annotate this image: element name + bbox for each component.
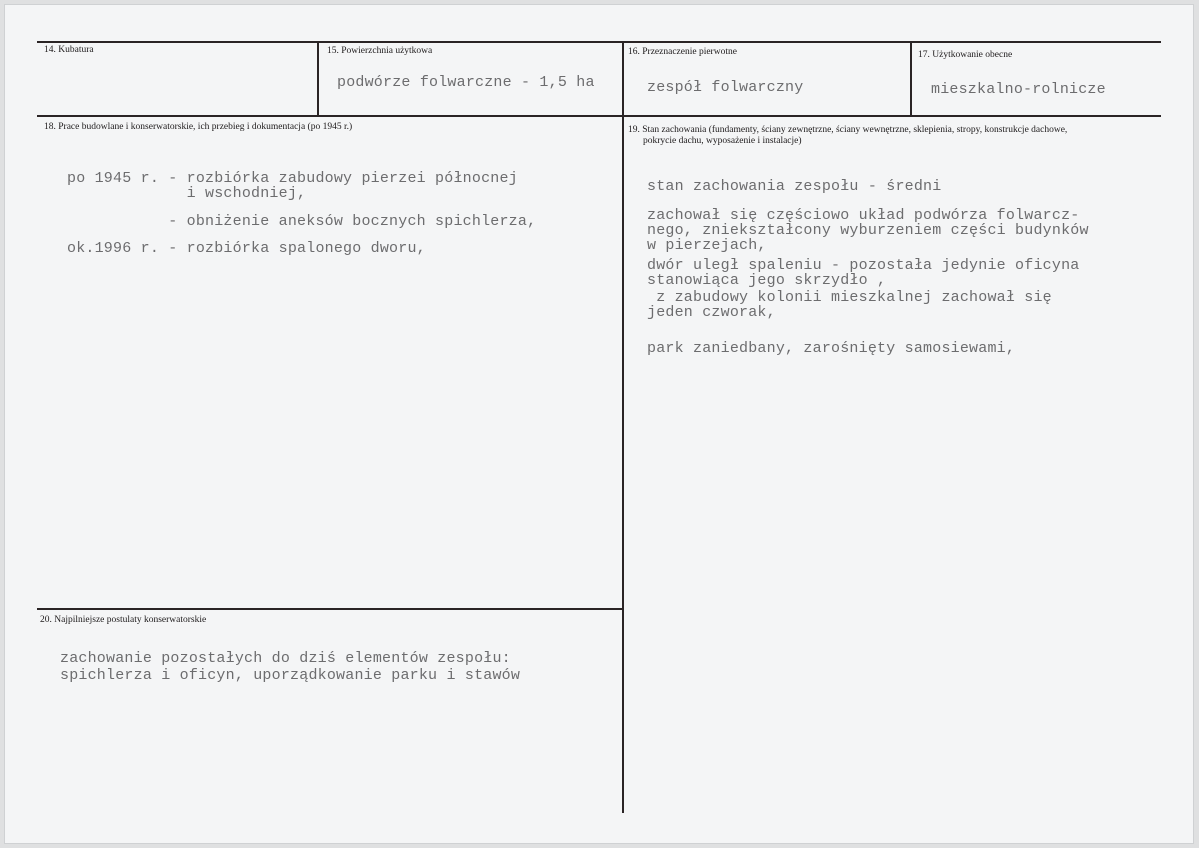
field-19-line: nego, zniekształcony wyburzeniem części budynków	[647, 222, 1089, 239]
field-19-line: dwór uległ spaleniu - pozostała jedynie oficyna	[647, 257, 1080, 274]
field-20-line: spichlerza i oficyn, uporządkowanie parku i stawów	[60, 667, 521, 684]
field-16-value: zespół folwarczny	[647, 79, 804, 96]
field-19-line: jeden czworak,	[647, 304, 776, 321]
field-19-line: z zabudowy kolonii mieszkalnej zachował się	[647, 289, 1052, 306]
field-18-line: i wschodniej,	[67, 185, 307, 202]
field-18-label: 18. Prace budowlane i konserwatorskie, ich przebieg i dokumentacja (po 1945 r.)	[44, 122, 353, 132]
field-16-label: 16. Przeznaczenie pierwotne	[628, 47, 737, 57]
top-rule	[37, 41, 1161, 43]
row1-bottom-rule	[37, 115, 1161, 117]
field-18-line: - obniżenie aneksów bocznych spichlerza,	[67, 213, 537, 230]
field-15-value: podwórze folwarczne - 1,5 ha	[337, 74, 595, 91]
col-divider-15	[317, 41, 319, 116]
field-19-label: 19. Stan zachowania (fundamenty, ściany zewnętrzne, ściany wewnętrzne, sklepienia, stropy, konstrukcje dachowe,	[628, 125, 1068, 135]
field-15-label: 15. Powierzchnia użytkowa	[327, 46, 433, 56]
col-divider-17	[910, 41, 912, 116]
field-20-line: zachowanie pozostałych do dziś elementów zespołu:	[60, 650, 511, 667]
field-19-label-cont: pokrycie dachu, wyposażenie i instalacje)	[643, 136, 802, 146]
col-divider-16	[622, 41, 624, 813]
field-19-line: stanowiąca jego skrzydło ,	[647, 272, 887, 289]
field-14-label: 14. Kubatura	[44, 45, 94, 55]
section-20-rule	[37, 608, 623, 610]
field-19-line: park zaniedbany, zarośnięty samosiewami,	[647, 340, 1016, 357]
field-18-line: po 1945 r. - rozbiórka zabudowy pierzei północnej	[67, 170, 518, 187]
field-20-label: 20. Najpilniejsze postulaty konserwatorskie	[40, 615, 207, 625]
field-19-line: zachował się częściowo układ podwórza folwarcz-	[647, 207, 1080, 224]
field-19-line: w pierzejach,	[647, 237, 767, 254]
field-17-value: mieszkalno-rolnicze	[931, 81, 1106, 98]
field-17-label: 17. Użytkowanie obecne	[918, 50, 1013, 60]
field-19-line: stan zachowania zespołu - średni	[647, 178, 942, 195]
field-18-line: ok.1996 r. - rozbiórka spalonego dworu,	[67, 240, 426, 257]
